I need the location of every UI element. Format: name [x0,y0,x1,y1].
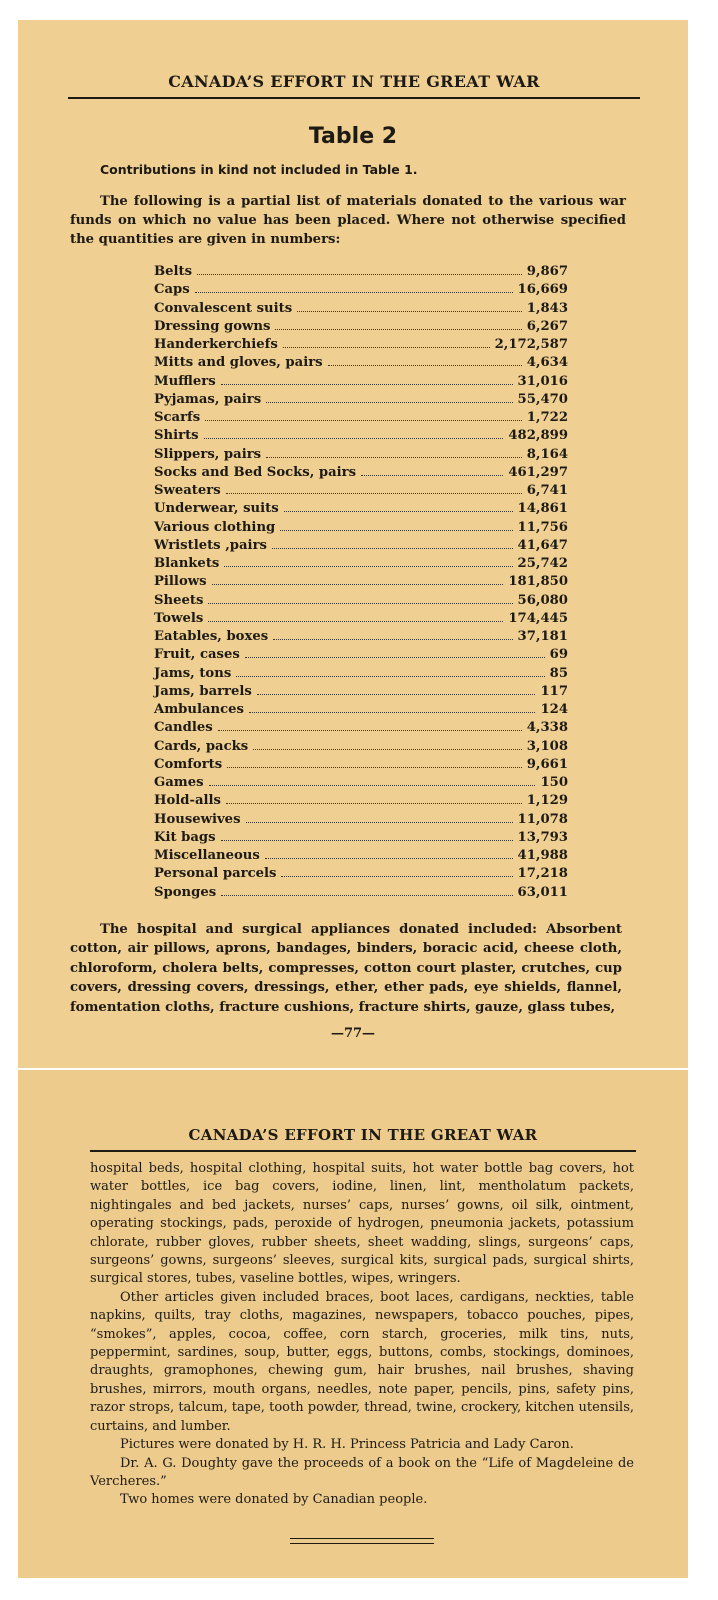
table-row [154,501,568,519]
leader-dots [249,712,535,713]
table-row [154,593,568,611]
item-quantity: 124 [540,702,568,717]
table-row [154,793,568,811]
item-quantity: 41,647 [517,537,568,553]
item-quantity: 174,445 [508,610,568,626]
leader-dots [209,785,536,786]
item-name: Housewives [154,811,241,827]
leader-dots [221,895,512,896]
leader-dots [273,639,512,640]
end-rule [290,1538,434,1544]
leader-dots [253,749,522,750]
item-quantity: 17,218 [517,866,568,882]
table-row [154,611,568,629]
table-row [154,775,568,793]
item-name: Dressing gowns [154,318,271,334]
item-quantity: 6,741 [526,483,568,498]
item-quantity: 482,899 [508,428,568,444]
leader-dots [226,493,522,494]
item-name: Ambulances [154,702,244,717]
table-row [154,520,568,538]
table-row [154,301,568,319]
leader-dots [275,329,521,330]
leader-dots [246,822,513,823]
running-head-2: CANADA’S EFFORT IN THE GREAT WAR [90,1126,636,1152]
item-name: Scarfs [154,410,201,425]
item-name: Underwear, suits [154,501,279,517]
leader-dots [236,676,544,677]
table-row [154,374,568,392]
leader-dots [257,694,536,695]
leader-dots [197,274,522,275]
item-quantity: 4,338 [526,720,568,736]
item-name: Towels [154,610,204,626]
leader-dots [280,530,512,531]
item-quantity: 181,850 [508,574,568,590]
leader-dots [227,767,522,768]
leader-dots [205,420,522,421]
leader-dots [281,876,512,877]
leader-dots [283,347,490,348]
contributions-table [154,264,568,903]
item-name: Sweaters [154,483,221,498]
item-name: Blankets [154,556,220,571]
table-row [154,720,568,738]
page2-body [90,1160,634,1510]
table-row [154,392,568,410]
item-name: Comforts [154,756,223,772]
item-name: Socks and Bed Socks, pairs [154,464,357,480]
item-quantity: 8,164 [526,446,568,462]
table-subtitle: Contributions in kind not included in Table 1. [100,162,418,177]
intro-paragraph: The following is a partial list of materials donated to the various war funds on which no value has been placed. Where not otherwise specified the quantities are given in numbers: [70,194,626,247]
item-name: Personal parcels [154,866,277,882]
leader-dots [212,584,504,585]
leader-dots [208,603,512,604]
item-quantity: 1,722 [526,410,568,425]
table-row [154,885,568,903]
table-title: Table 2 [308,124,398,149]
item-quantity: 3,108 [526,738,568,754]
item-name: Cards, packs [154,738,249,754]
table-row [154,629,568,647]
table-row [154,410,568,428]
table-row [154,848,568,866]
item-quantity: 69 [549,647,568,663]
table-row [154,428,568,446]
item-name: Fruit, cases [154,647,240,663]
item-name: Handerkerchiefs [154,337,278,352]
leader-dots [265,858,513,859]
item-name: Wristlets ,pairs [154,537,267,553]
running-head: CANADA’S EFFORT IN THE GREAT WAR [68,72,640,99]
leader-dots [266,457,522,458]
table-row [154,812,568,830]
item-quantity: 461,297 [508,464,568,480]
table-row [154,830,568,848]
page-78 [18,1070,688,1578]
item-name: Hold-alls [154,793,221,809]
table-row [154,337,568,355]
item-quantity: 85 [549,665,568,681]
item-quantity: 1,843 [526,300,568,316]
item-quantity: 6,267 [526,318,568,334]
item-quantity: 9,661 [526,756,568,772]
item-name: Kit bags [154,829,216,845]
item-quantity: 4,634 [526,355,568,371]
item-name: Pyjamas, pairs [154,391,262,407]
leader-dots [195,292,513,293]
item-name: Mufflers [154,373,216,389]
leader-dots [272,548,513,549]
item-quantity: 25,742 [517,556,568,571]
item-quantity: 56,080 [517,592,568,608]
page-number: —77— [330,1026,376,1041]
item-name: Games [154,775,204,790]
item-quantity: 1,129 [526,793,568,809]
leader-dots [328,365,522,366]
item-name: Sponges [154,884,217,900]
leader-dots [226,803,522,804]
item-quantity: 11,756 [517,519,568,535]
table-row [154,739,568,757]
table-row [154,264,568,282]
leader-dots [218,730,522,731]
table-row [154,483,568,501]
item-quantity: 2,172,587 [494,337,568,352]
table-row [154,666,568,684]
page-77 [18,20,688,1068]
leader-dots [284,511,513,512]
item-quantity: 11,078 [517,811,568,827]
pictures-paragraph: Pictures were donated by H. R. H. Princess Patricia and Lady Caron. [120,1437,574,1453]
item-quantity: 13,793 [517,829,568,845]
table-row [154,319,568,337]
item-name: Jams, barrels [154,683,252,699]
table-row [154,355,568,373]
item-name: Belts [154,264,193,279]
leader-dots [204,438,504,439]
table-row [154,465,568,483]
table-row [154,647,568,665]
item-name: Mitts and gloves, pairs [154,355,323,371]
table-row [154,702,568,720]
table-row [154,684,568,702]
leader-dots [208,621,503,622]
item-name: Convalescent suits [154,300,293,316]
table-row [154,574,568,592]
homes-paragraph: Two homes were donated by Canadian people. [120,1492,428,1508]
item-name: Caps [154,282,190,298]
item-quantity: 117 [540,683,568,699]
other-articles-paragraph: Other articles given included braces, boot laces, cardigans, neckties, table napkins, quilts, tray cloths, magazines, newspapers, tobacco pouches, pipes, “smokes”, apples, cocoa, coffee, corn starch, groceries, milk tins, nuts, peppermint, sardines, soup, butter, eggs, buttons, combs, stockings, dominoes, draughts, gramophones, chewing gum, hair brushes, nail brushes, shaving brushes, mirrors, mouth organs, needles, note paper, pencils, pins, safety pins, razor strops, talcum, tape, tooth powder, thread, twine, crockery, kitchen utensils, curtains, and lumber. [90,1289,634,1434]
item-quantity: 9,867 [526,264,568,279]
table-row [154,447,568,465]
table-row [154,757,568,775]
table-row [154,282,568,300]
item-quantity: 150 [540,775,568,790]
item-quantity: 37,181 [517,629,568,644]
leader-dots [297,311,522,312]
item-name: Candles [154,720,213,736]
item-name: Various clothing [154,519,276,535]
leader-dots [221,840,513,841]
item-quantity: 55,470 [517,391,568,407]
item-quantity: 63,011 [517,884,568,900]
hospital-paragraph: The hospital and surgical appliances donated included: Absorbent cotton, air pillows, aprons, bandages, binders, boracic acid, cheese cloth, chloroform, cholera belts, compresses, cotton court plaster, crutches, cup covers, dressing covers, dressings, ether, ether pads, eye shields, flannel, fomentation cloths, fracture cushions, fracture shirts, gauze, glass tubes, [70,922,622,1015]
item-name: Pillows [154,574,207,590]
item-name: Sheets [154,592,204,608]
item-name: Miscellaneous [154,848,260,863]
table-row [154,866,568,884]
leader-dots [266,402,512,403]
doughty-paragraph: Dr. A. G. Doughty gave the proceeds of a book on the “Life of Magdeleine de Vercheres.” [90,1455,634,1489]
leader-dots [361,475,503,476]
leader-dots [224,566,512,567]
table-row [154,556,568,574]
continuation-paragraph: hospital beds, hospital clothing, hospital suits, hot water bottle bag covers, hot water bottles, ice bag covers, iodine, linen, lint, mentholatum packets, nightingales and bed jackets, nurses’ caps, nurses’ gowns, oil silk, ointment, operating stockings, pads, peroxide of hydrogen, pneumonia jackets, potassium chlorate, rubber gloves, rubber sheets, sheet wadding, slings, surgeons’ caps, surgeons’ gowns, surgeons’ sleeves, surgical kits, surgical pads, surgical shirts, surgical stores, tubes, vaseline bottles, wipes, wringers. [90,1161,634,1287]
item-quantity: 14,861 [517,501,568,517]
item-name: Slippers, pairs [154,446,262,462]
item-quantity: 41,988 [517,848,568,863]
item-quantity: 31,016 [517,373,568,389]
leader-dots [245,657,545,658]
item-name: Jams, tons [154,665,232,681]
leader-dots [221,384,513,385]
item-quantity: 16,669 [517,282,568,298]
item-name: Eatables, boxes [154,629,269,644]
table-row [154,538,568,556]
item-name: Shirts [154,428,199,444]
